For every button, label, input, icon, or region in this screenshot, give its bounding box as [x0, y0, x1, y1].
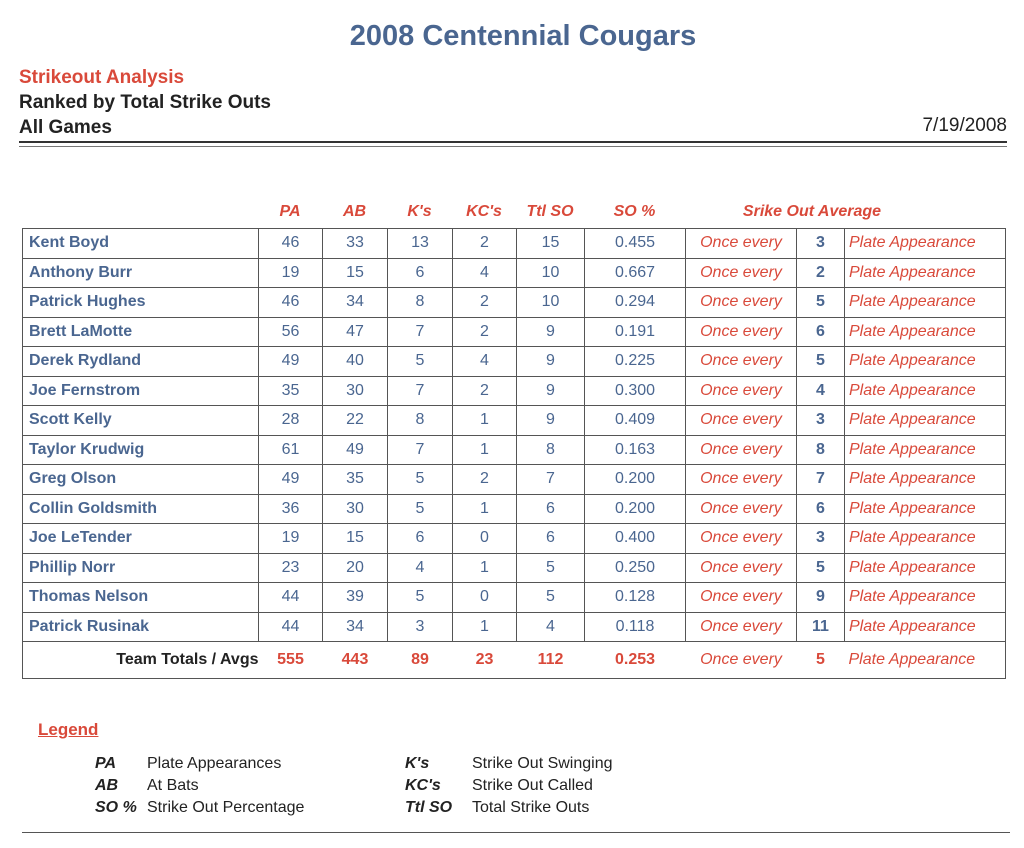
- player-ks: 6: [388, 258, 453, 288]
- totals-kcs: 23: [453, 642, 517, 679]
- table-row: [23, 494, 1006, 524]
- player-every-n: 2: [797, 258, 845, 288]
- player-once-every: Once every: [686, 347, 797, 377]
- player-kcs: 2: [453, 317, 517, 347]
- player-name: Patrick Rusinak: [23, 612, 259, 642]
- player-unit: Plate Appearance: [845, 376, 1006, 406]
- player-ab: 33: [323, 229, 388, 259]
- player-ks: 7: [388, 376, 453, 406]
- player-kcs: 4: [453, 258, 517, 288]
- player-pa: 61: [259, 435, 323, 465]
- header-divider-thin: [19, 146, 1007, 147]
- player-once-every: Once every: [686, 612, 797, 642]
- player-ttl-so: 9: [517, 406, 585, 436]
- player-ttl-so: 6: [517, 524, 585, 554]
- player-so-pct: 0.191: [585, 317, 686, 347]
- report-title: 2008 Centennial Cougars: [349, 20, 697, 52]
- player-name: Scott Kelly: [23, 406, 259, 436]
- player-so-pct: 0.200: [585, 494, 686, 524]
- report-scope: All Games: [19, 117, 112, 138]
- table-row: [23, 288, 1006, 318]
- player-name: Taylor Krudwig: [23, 435, 259, 465]
- player-ks: 5: [388, 465, 453, 495]
- table-row: [23, 317, 1006, 347]
- player-ab: 35: [323, 465, 388, 495]
- legend-desc-kcs: Strike Out Called: [472, 777, 593, 794]
- player-ttl-so: 9: [517, 376, 585, 406]
- player-ttl-so: 6: [517, 494, 585, 524]
- player-ab: 30: [323, 376, 388, 406]
- legend-desc-so-pct: Strike Out Percentage: [147, 799, 305, 816]
- col-header-ttl-so: Ttl SO: [526, 203, 574, 220]
- legend-abbr-ks: K's: [405, 755, 430, 772]
- player-kcs: 1: [453, 406, 517, 436]
- table-row: [23, 435, 1006, 465]
- legend-desc-ttl-so: Total Strike Outs: [472, 799, 590, 816]
- legend-abbr-kcs: KC's: [405, 777, 441, 794]
- player-every-n: 9: [797, 583, 845, 613]
- player-kcs: 2: [453, 288, 517, 318]
- player-unit: Plate Appearance: [845, 347, 1006, 377]
- totals-once-every: Once every: [686, 642, 797, 679]
- player-name: Brett LaMotte: [23, 317, 259, 347]
- player-ab: 49: [323, 435, 388, 465]
- player-every-n: 5: [797, 553, 845, 583]
- player-ks: 5: [388, 347, 453, 377]
- player-kcs: 2: [453, 465, 517, 495]
- player-unit: Plate Appearance: [845, 494, 1006, 524]
- team-totals-row: [23, 642, 1006, 679]
- player-ttl-so: 5: [517, 553, 585, 583]
- player-pa: 19: [259, 524, 323, 554]
- player-ks: 13: [388, 229, 453, 259]
- player-pa: 49: [259, 347, 323, 377]
- player-pa: 23: [259, 553, 323, 583]
- player-every-n: 11: [797, 612, 845, 642]
- table-row: [23, 376, 1006, 406]
- table-row: [23, 406, 1006, 436]
- player-ks: 5: [388, 494, 453, 524]
- player-ab: 47: [323, 317, 388, 347]
- legend-desc-ab: At Bats: [147, 777, 199, 794]
- report-subtitle: Strikeout Analysis: [19, 67, 185, 88]
- player-name: Patrick Hughes: [23, 288, 259, 318]
- player-so-pct: 0.250: [585, 553, 686, 583]
- player-ttl-so: 9: [517, 317, 585, 347]
- player-name: Joe Fernstrom: [23, 376, 259, 406]
- player-unit: Plate Appearance: [845, 258, 1006, 288]
- player-every-n: 7: [797, 465, 845, 495]
- table-row: [23, 347, 1006, 377]
- player-so-pct: 0.225: [585, 347, 686, 377]
- player-pa: 44: [259, 612, 323, 642]
- player-ks: 7: [388, 317, 453, 347]
- legend-title: Legend: [38, 720, 99, 739]
- table-row: [23, 553, 1006, 583]
- player-so-pct: 0.667: [585, 258, 686, 288]
- report-ranking: Ranked by Total Strike Outs: [19, 92, 271, 113]
- player-pa: 46: [259, 229, 323, 259]
- player-ttl-so: 15: [517, 229, 585, 259]
- player-name: Joe LeTender: [23, 524, 259, 554]
- player-pa: 56: [259, 317, 323, 347]
- player-pa: 49: [259, 465, 323, 495]
- player-ks: 8: [388, 288, 453, 318]
- col-header-kcs: KC's: [466, 203, 502, 220]
- player-kcs: 1: [453, 553, 517, 583]
- legend-abbr-ab: AB: [95, 777, 119, 794]
- totals-ks: 89: [388, 642, 453, 679]
- player-kcs: 4: [453, 347, 517, 377]
- player-ab: 15: [323, 524, 388, 554]
- player-every-n: 3: [797, 524, 845, 554]
- player-ttl-so: 5: [517, 583, 585, 613]
- player-every-n: 5: [797, 288, 845, 318]
- player-unit: Plate Appearance: [845, 317, 1006, 347]
- strikeout-table: [22, 228, 1006, 679]
- player-kcs: 1: [453, 494, 517, 524]
- player-unit: Plate Appearance: [845, 435, 1006, 465]
- player-so-pct: 0.294: [585, 288, 686, 318]
- player-unit: Plate Appearance: [845, 288, 1006, 318]
- footer-divider: [22, 832, 1010, 833]
- player-pa: 36: [259, 494, 323, 524]
- player-ttl-so: 10: [517, 288, 585, 318]
- player-kcs: 1: [453, 435, 517, 465]
- player-ks: 6: [388, 524, 453, 554]
- table-row: [23, 229, 1006, 259]
- totals-so-pct: 0.253: [585, 642, 686, 679]
- player-pa: 46: [259, 288, 323, 318]
- player-once-every: Once every: [686, 258, 797, 288]
- legend-abbr-ttl-so: Ttl SO: [405, 799, 453, 816]
- player-name: Derek Rydland: [23, 347, 259, 377]
- player-ab: 40: [323, 347, 388, 377]
- totals-ttl-so: 112: [517, 642, 585, 679]
- player-ks: 5: [388, 583, 453, 613]
- totals-pa: 555: [259, 642, 323, 679]
- player-so-pct: 0.455: [585, 229, 686, 259]
- player-ks: 3: [388, 612, 453, 642]
- player-ks: 7: [388, 435, 453, 465]
- player-once-every: Once every: [686, 553, 797, 583]
- player-unit: Plate Appearance: [845, 406, 1006, 436]
- player-ttl-so: 8: [517, 435, 585, 465]
- player-name: Anthony Burr: [23, 258, 259, 288]
- player-once-every: Once every: [686, 229, 797, 259]
- player-so-pct: 0.163: [585, 435, 686, 465]
- player-so-pct: 0.400: [585, 524, 686, 554]
- player-every-n: 3: [797, 406, 845, 436]
- player-kcs: 2: [453, 229, 517, 259]
- player-so-pct: 0.200: [585, 465, 686, 495]
- player-once-every: Once every: [686, 317, 797, 347]
- player-ab: 22: [323, 406, 388, 436]
- player-pa: 35: [259, 376, 323, 406]
- player-once-every: Once every: [686, 435, 797, 465]
- player-once-every: Once every: [686, 465, 797, 495]
- table-row: [23, 583, 1006, 613]
- player-so-pct: 0.300: [585, 376, 686, 406]
- player-every-n: 6: [797, 494, 845, 524]
- player-so-pct: 0.118: [585, 612, 686, 642]
- player-ttl-so: 9: [517, 347, 585, 377]
- player-so-pct: 0.128: [585, 583, 686, 613]
- legend-abbr-pa: PA: [95, 755, 117, 772]
- player-ks: 4: [388, 553, 453, 583]
- player-ttl-so: 7: [517, 465, 585, 495]
- player-name: Greg Olson: [23, 465, 259, 495]
- player-once-every: Once every: [686, 288, 797, 318]
- player-unit: Plate Appearance: [845, 229, 1006, 259]
- player-unit: Plate Appearance: [845, 583, 1006, 613]
- player-once-every: Once every: [686, 406, 797, 436]
- player-once-every: Once every: [686, 494, 797, 524]
- player-ab: 39: [323, 583, 388, 613]
- header-divider: [19, 141, 1007, 143]
- totals-every-n: 5: [797, 642, 845, 679]
- table-row: [23, 465, 1006, 495]
- col-header-ks: K's: [407, 203, 432, 220]
- player-name: Phillip Norr: [23, 553, 259, 583]
- legend-abbr-so-pct: SO %: [95, 799, 137, 816]
- player-kcs: 0: [453, 524, 517, 554]
- player-ttl-so: 4: [517, 612, 585, 642]
- player-ab: 34: [323, 612, 388, 642]
- player-every-n: 8: [797, 435, 845, 465]
- table-row: [23, 524, 1006, 554]
- legend-desc-pa: Plate Appearances: [147, 755, 282, 772]
- totals-unit: Plate Appearance: [845, 642, 1006, 679]
- player-kcs: 0: [453, 583, 517, 613]
- player-unit: Plate Appearance: [845, 524, 1006, 554]
- player-ks: 8: [388, 406, 453, 436]
- player-once-every: Once every: [686, 376, 797, 406]
- player-kcs: 1: [453, 612, 517, 642]
- col-header-so-pct: SO %: [613, 203, 656, 220]
- player-ab: 34: [323, 288, 388, 318]
- player-pa: 44: [259, 583, 323, 613]
- player-every-n: 4: [797, 376, 845, 406]
- player-so-pct: 0.409: [585, 406, 686, 436]
- player-once-every: Once every: [686, 583, 797, 613]
- player-unit: Plate Appearance: [845, 553, 1006, 583]
- legend-desc-ks: Strike Out Swinging: [472, 755, 613, 772]
- player-ab: 30: [323, 494, 388, 524]
- table-row: [23, 612, 1006, 642]
- totals-label: Team Totals / Avgs: [23, 642, 259, 679]
- player-every-n: 3: [797, 229, 845, 259]
- player-pa: 19: [259, 258, 323, 288]
- player-ttl-so: 10: [517, 258, 585, 288]
- player-name: Collin Goldsmith: [23, 494, 259, 524]
- table-row: [23, 258, 1006, 288]
- col-header-ab: AB: [342, 203, 367, 220]
- player-unit: Plate Appearance: [845, 612, 1006, 642]
- player-name: Kent Boyd: [23, 229, 259, 259]
- totals-ab: 443: [323, 642, 388, 679]
- player-every-n: 5: [797, 347, 845, 377]
- player-every-n: 6: [797, 317, 845, 347]
- report-date: 7/19/2008: [922, 115, 1007, 136]
- col-header-pa: PA: [279, 203, 301, 220]
- col-header-so-average: Srike Out Average: [742, 203, 882, 220]
- player-pa: 28: [259, 406, 323, 436]
- player-once-every: Once every: [686, 524, 797, 554]
- player-ab: 15: [323, 258, 388, 288]
- player-ab: 20: [323, 553, 388, 583]
- player-name: Thomas Nelson: [23, 583, 259, 613]
- player-kcs: 2: [453, 376, 517, 406]
- player-unit: Plate Appearance: [845, 465, 1006, 495]
